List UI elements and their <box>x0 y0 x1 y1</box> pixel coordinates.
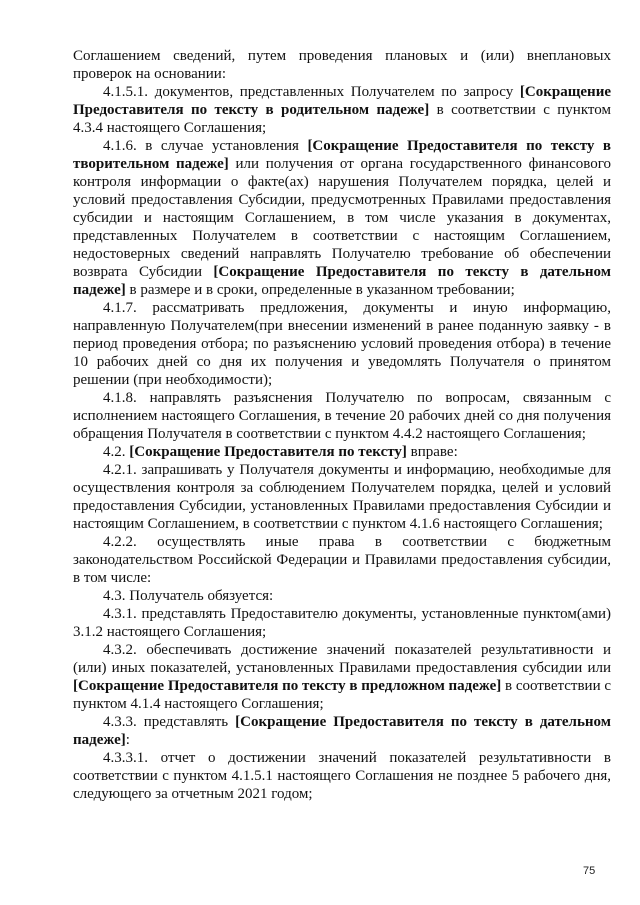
paragraph-text: в соответствии с пунктом 4.3.4 настоящего Соглашения; <box>73 102 611 136</box>
paragraph-9 <box>73 605 611 641</box>
paragraph-3 <box>73 299 611 389</box>
paragraph-text: или получения от органа государственного финансового контроля информации о факте(ах) нарушения Получателем порядка, целей и условий предоставления Субсидии, предусмотренных Правилами предоставления субсидии и настоящим Соглашением, в том числе указания в документах, представленных Получателем в соответствии с настоящим Соглашением, недостоверных сведений направлять Получателю требование об обеспечении возврата Субсидии <box>73 156 611 280</box>
paragraph-1 <box>73 83 611 137</box>
bold-placeholder-text: [Сокращение Предоставителя по тексту в дательном падеже] <box>73 264 611 298</box>
paragraph-text: 4.1.5.1. документов, представленных Получателем по запросу <box>103 84 520 100</box>
paragraph-text: в размере и в сроки, определенные в указанном требовании; <box>125 282 515 298</box>
document-body <box>73 47 611 803</box>
bold-placeholder-text: [Сокращение Предоставителя по тексту в творительном падеже] <box>73 138 611 172</box>
paragraph-text: 4.3. Получатель обязуется: <box>103 588 274 604</box>
paragraph-7 <box>73 533 611 587</box>
paragraph-4 <box>73 389 611 443</box>
paragraph-12 <box>73 749 611 803</box>
paragraph-text: 4.3.2. обеспечивать достижение значений показателей результативности и (или) иных показателей, установленных Правилами предоставления субсидии или <box>73 642 611 676</box>
paragraph-10 <box>73 641 611 713</box>
paragraph-0 <box>73 47 611 83</box>
bold-placeholder-text: [Сокращение Предоставителя по тексту в дательном падеже] <box>73 714 611 748</box>
paragraph-text: вправе: <box>406 444 458 460</box>
bold-placeholder-text: [Сокращение Предоставителя по тексту в родительном падеже] <box>73 84 611 118</box>
paragraph-2 <box>73 137 611 299</box>
bold-placeholder-text: [Сокращение Предоставителя по тексту в предложном падеже] <box>73 678 502 694</box>
paragraph-text: 4.2. <box>103 444 130 460</box>
bold-placeholder-text: [Сокращение Предоставителя по тексту] <box>129 444 407 460</box>
paragraph-text: 4.3.3. представлять <box>103 714 236 730</box>
paragraph-text: 4.1.7. рассматривать предложения, документы и иную информацию, направленную Получателем(при внесении изменений в ранее поданную заявку - в период проведения отбора; по разъяснению условий проведения отбора) в течение 10 рабочих дней со дня их получения и уведомлять Получателя о принятом решении (при необходимости); <box>73 300 611 388</box>
paragraph-text: 4.3.3.1. отчет о достижении значений показателей результативности в соответствии с пунктом 4.1.5.1 настоящего Соглашения не позднее 5 рабочего дня, следующего за отчетным 2021 годом; <box>73 750 611 802</box>
paragraph-8 <box>73 587 611 605</box>
paragraph-text: 4.1.8. направлять разъяснения Получателю по вопросам, связанным с исполнением настоящего Соглашения, в течение 20 рабочих дней со дня получения обращения Получателя в соответствии с пунктом 4.4.2 настоящего Соглашения; <box>73 390 611 442</box>
paragraph-text: Соглашением сведений, путем проведения плановых и (или) внеплановых проверок на основании: <box>73 48 611 82</box>
paragraph-text: 4.2.1. запрашивать у Получателя документы и информацию, необходимые для осуществления контроля за соблюдением Получателем порядка, целей и условий предоставления Субсидии, установленных Правилами предоставления Субсидии и настоящим Соглашением, в соответствии с пунктом 4.1.6 настоящего Соглашения; <box>73 462 611 532</box>
paragraph-11 <box>73 713 611 749</box>
paragraph-text: 4.2.2. осуществлять иные права в соответствии с бюджетным законодательством Российской Федерации и Правилами предоставления субсидии, в том числе: <box>73 534 611 586</box>
paragraph-text: в соответствии с пунктом 4.1.4 настоящего Соглашения; <box>73 678 612 712</box>
page-number: 75 <box>583 865 596 877</box>
paragraph-text: 4.1.6. в случае установления <box>103 138 308 154</box>
paragraph-5 <box>73 443 611 461</box>
paragraph-text: 4.3.1. представлять Предоставителю документы, установленные пунктом(ами) 3.1.2 настоящего Соглашения; <box>73 606 611 640</box>
paragraph-6 <box>73 461 611 533</box>
paragraph-text: : <box>125 732 130 748</box>
